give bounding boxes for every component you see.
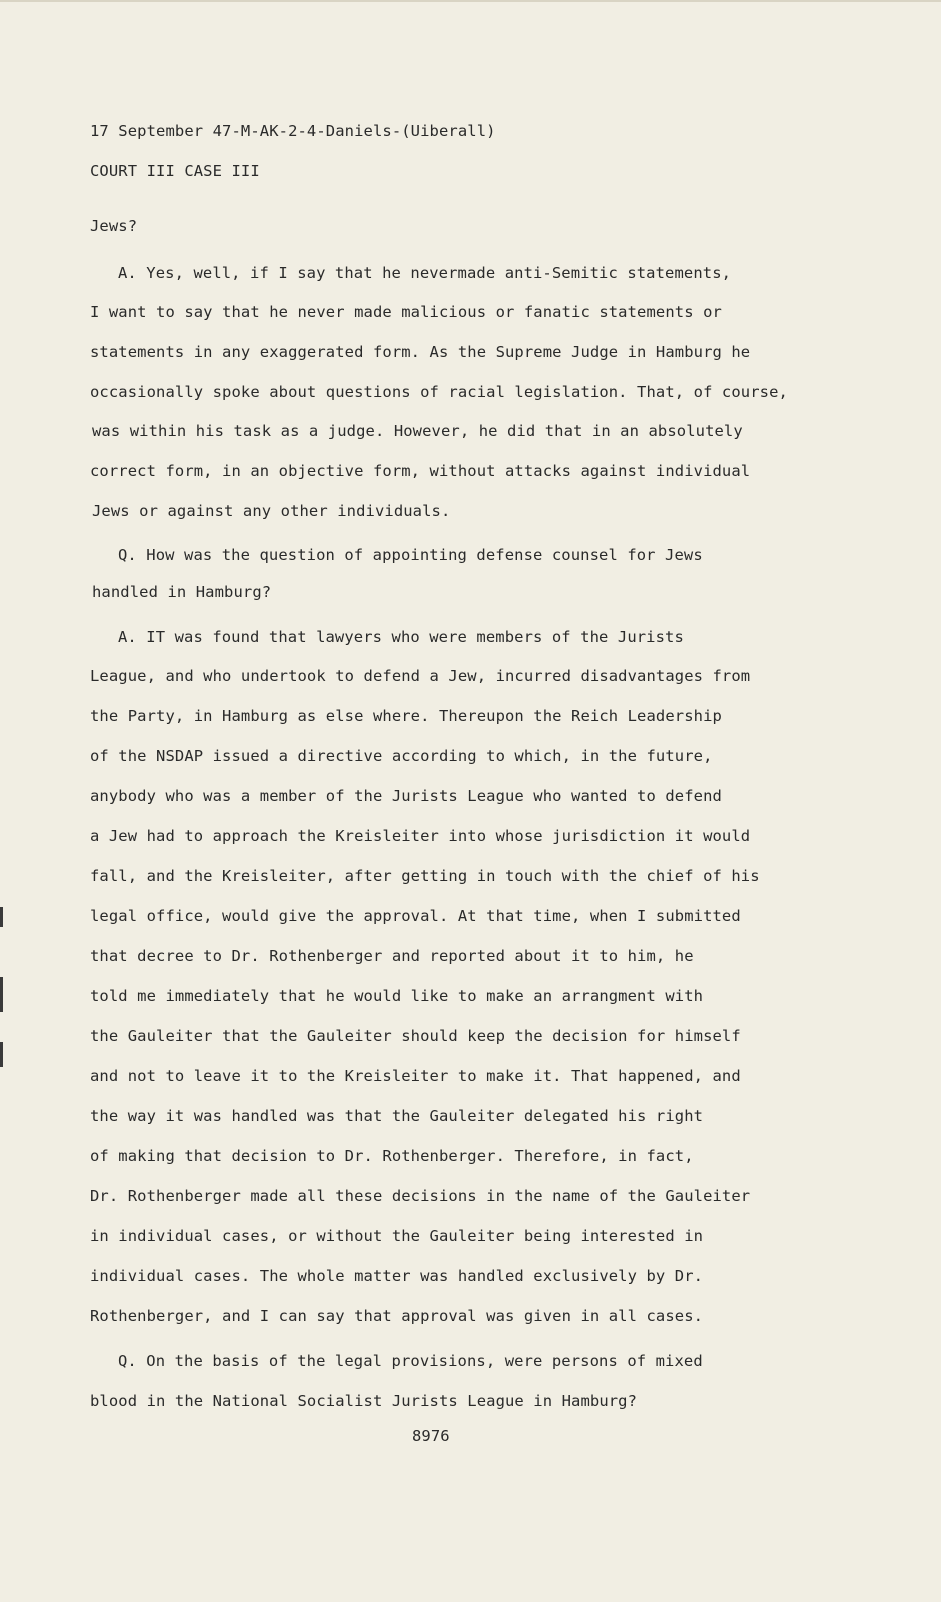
body-line: Dr. Rothenberger made all these decisions in the name of the Gauleiter (90, 1187, 751, 1205)
body-line: legal office, would give the approval. At that time, when I submitted (90, 907, 741, 925)
header-line-2: COURT III CASE III (90, 162, 260, 180)
body-line: statements in any exaggerated form. As the Supreme Judge in Hamburg he (90, 343, 751, 361)
body-line: handled in Hamburg? (92, 583, 272, 601)
body-line: and not to leave it to the Kreisleiter to make it. That happened, and (90, 1067, 741, 1085)
body-line: Rothenberger, and I can say that approval was given in all cases. (90, 1307, 704, 1325)
body-line: fall, and the Kreisleiter, after getting in touch with the chief of his (90, 867, 760, 885)
body-line: was within his task as a judge. However, he did that in an absolutely (92, 422, 743, 440)
body-line: A. IT was found that lawyers who were members of the Jurists (118, 628, 684, 646)
body-line: of making that decision to Dr. Rothenberger. Therefore, in fact, (90, 1147, 694, 1165)
body-line: correct form, in an objective form, without attacks against individual (90, 462, 751, 480)
body-line: Jews? (90, 217, 138, 235)
body-line: the Gauleiter that the Gauleiter should keep the decision for himself (90, 1027, 741, 1045)
body-line: in individual cases, or without the Gauleiter being interested in (90, 1227, 704, 1245)
body-line: the way it was handled was that the Gauleiter delegated his right (90, 1107, 704, 1125)
body-line: occasionally spoke about questions of racial legislation. That, of course, (90, 383, 788, 401)
body-line: I want to say that he never made malicious or fanatic statements or (90, 303, 722, 321)
body-line: League, and who undertook to defend a Jew, incurred disadvantages from (90, 667, 751, 685)
body-line: blood in the National Socialist Jurists League in Hamburg? (90, 1392, 638, 1410)
body-line: told me immediately that he would like to make an arrangment with (90, 987, 704, 1005)
body-line: a Jew had to approach the Kreisleiter into whose jurisdiction it would (90, 827, 751, 845)
body-line: that decree to Dr. Rothenberger and reported about it to him, he (90, 947, 694, 965)
body-line: Q. How was the question of appointing defense counsel for Jews (118, 546, 703, 564)
header-line-1: 17 September 47-M-AK-2-4-Daniels-(Uiberall) (90, 122, 496, 140)
edge-mark (0, 977, 3, 1012)
edge-mark (0, 907, 3, 927)
body-line: individual cases. The whole matter was handled exclusively by Dr. (90, 1267, 704, 1285)
body-line: anybody who was a member of the Jurists League who wanted to defend (90, 787, 722, 805)
body-line: the Party, in Hamburg as else where. Thereupon the Reich Leadership (90, 707, 722, 725)
body-line: Jews or against any other individuals. (92, 502, 451, 520)
body-line: A. Yes, well, if I say that he nevermade anti-Semitic statements, (118, 264, 732, 282)
body-line: Q. On the basis of the legal provisions, were persons of mixed (118, 1352, 703, 1370)
page-number: 8976 (412, 1427, 450, 1445)
body-line: of the NSDAP issued a directive according to which, in the future, (90, 747, 713, 765)
edge-mark (0, 1042, 3, 1067)
